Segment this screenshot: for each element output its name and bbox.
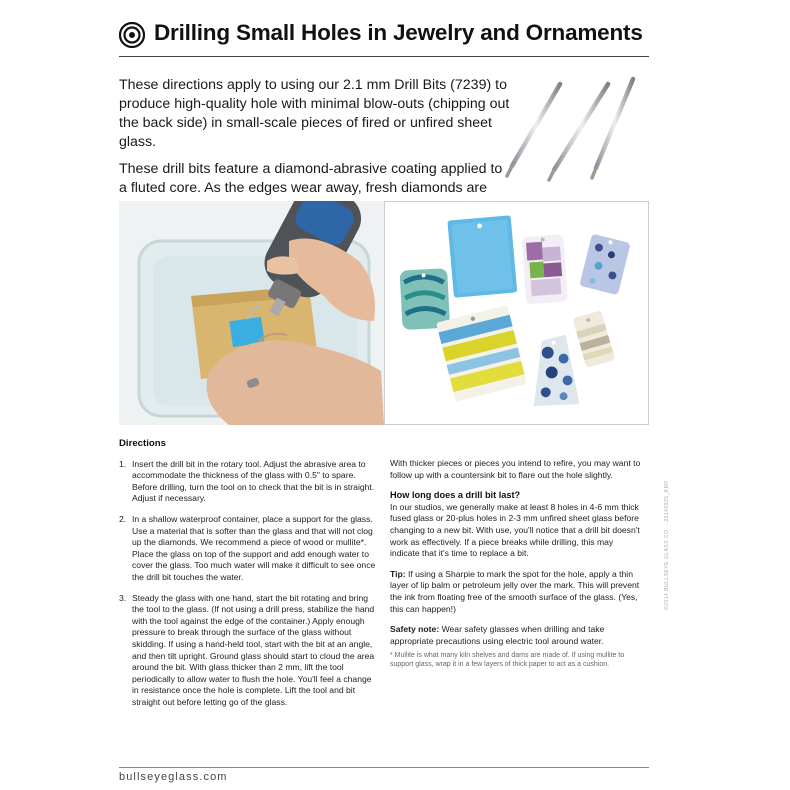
direction-step <box>119 514 379 584</box>
bit-life-heading: How long does a drill bit last? <box>390 490 521 501</box>
step-number: 2. <box>119 513 127 524</box>
intro-paragraph-2: These drill bits feature a diamond-abrasive coating applied to a fluted core. As the edges wear away, fresh diamonds are of <box>119 161 503 215</box>
tip-label: Tip: <box>390 568 406 579</box>
website-link[interactable]: bullseyeglass.com <box>119 771 228 783</box>
safety-text: Wear safety glasses when drilling and take appropriate precautions using electric tool around water. <box>390 624 605 646</box>
drill-bits-image <box>498 74 648 186</box>
footer-divider <box>119 767 649 768</box>
tip-text: If using a Sharpie to mark the spot for the hole, apply a thin layer of lip balm or petroleum jelly over the mark. This will prevent the ink from floating free of the smooth surface of the glass. (Yes, this can happen!) <box>390 568 640 614</box>
drilling-photo <box>119 201 384 425</box>
mullite-footnote: * Mullite is what many kiln shelves and dams are made of. If using mullite to support glass, wrap it in a few layers of thick paper to act as a cushion. <box>390 652 625 669</box>
directions-list <box>119 459 379 709</box>
safety-paragraph <box>390 624 645 647</box>
safety-label: Safety note: <box>390 624 440 635</box>
step-text: Insert the drill bit in the rotary tool. Adjust the abrasive area to accommodate the thickness of the glass with 0.5" to spare. Before drilling, turn the tool on to check that the bit is in straight. Adjust if necessary. <box>132 458 375 504</box>
directions-heading: Directions <box>119 438 166 449</box>
intro-paragraph-1: These directions apply to using our 2.1 mm Drill Bits (7239) to produce high-quality hole with minimal blow-outs (chipping out the back side) in small-scale pieces of fired or unfired sheet glass. <box>119 77 510 150</box>
direction-step <box>119 459 379 505</box>
page-title: Drilling Small Holes in Jewelry and Ornaments <box>154 20 643 45</box>
pendants-photo <box>384 201 649 425</box>
step-number: 3. <box>119 592 127 603</box>
header-divider <box>119 56 649 57</box>
directions-column <box>119 438 379 717</box>
tip-paragraph <box>390 569 645 615</box>
notes-column <box>390 458 645 669</box>
direction-step <box>119 593 379 709</box>
step-text: In a shallow waterproof container, place a support for the glass. Use a material that is softer than the glass and that will not clog up the diamonds. We recommend a piece of wood or mullite*. Place the glass on top of the support and add enough water to cover the glass. Too much water will make it difficult to see once the drill bit touches the water. <box>132 513 376 582</box>
thicker-pieces-text: With thicker pieces or pieces you intend to refire, you may want to follow up with a countersink bit to flare out the hole slightly. <box>390 458 641 480</box>
step-text: Steady the glass with one hand, start the bit rotating and bring the tool to the glass. (If not using a drill press, stabilize the hand with the tool against the edge of the container.) Apply enough pressure to break through the surface of the glass without skidding. If using a hand-held tool, start with the bit at an angle, and then tilt upright. Ground glass should start to cloud the area around the bit. With glass thicker than 2 mm, lift the tool periodically to allow water to flush the hole. You'll feel a change in resistance once the hole is complete. Lift the tool and bit straight out before letting go of the glass. <box>132 592 375 707</box>
bit-life-text: In our studios, we generally make at least 8 holes in 4-6 mm thick fused glass or 20-plus holes in 2-3 mm unfired sheet glass before changing to a new bit. With use, you'll notice that a drill bit doesn't work as effectively. If a piece breaks while drilling, this may indicate that it's time to replace a bit. <box>390 501 640 559</box>
step-number: 1. <box>119 458 127 469</box>
bullseye-logo-icon <box>119 22 145 48</box>
copyright-vertical: ©2014 BULLSEYE GLASS CO. · 20140925_KMF <box>664 480 670 610</box>
